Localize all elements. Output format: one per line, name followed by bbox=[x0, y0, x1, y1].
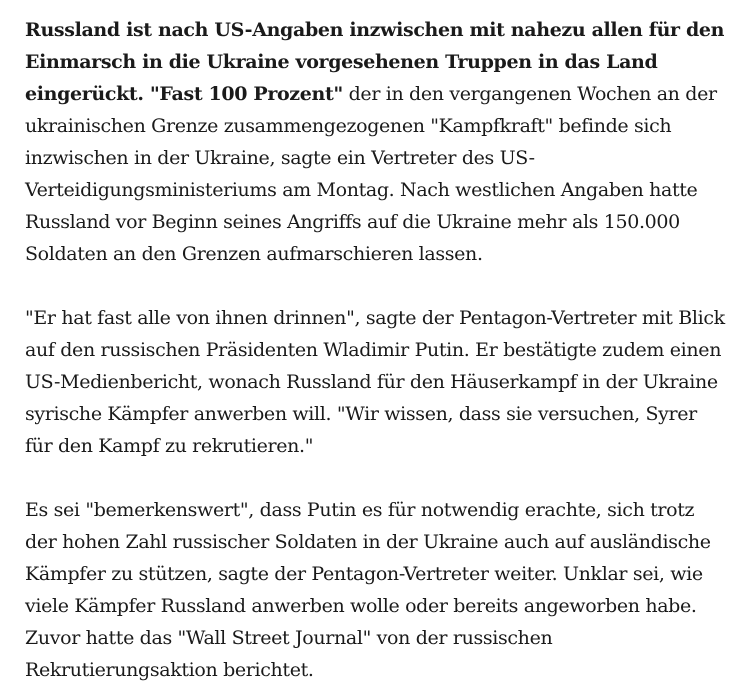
article-paragraph-2: "Er hat fast alle von ihnen drinnen", sagte der Pentagon-Vertreter mit Blick auf den russischen Präsidenten Wladimir Putin. Er bestätigte zudem einen US-Medienbericht, wonach Russland für den Häuserkampf in der Ukraine syrische Kämpfer anwerben will. "Wir wissen, dass sie versuchen, Syrer für den Kampf zu rekrutieren." bbox=[25, 307, 725, 457]
article-paragraph-3: Es sei "bemerkenswert", dass Putin es für notwendig erachte, sich trotz der hohen Zahl russischer Soldaten in der Ukraine auch auf ausländische Kämpfer zu stützen, sagte der Pentagon-Vertreter weiter. Unklar sei, wie viele Kämpfer Russland anwerben wolle oder bereits angeworben habe. Zuvor hatte das "Wall Street Journal" von der russischen Rekrutierungsaktion berichtet. bbox=[25, 499, 711, 681]
article-body bbox=[25, 14, 725, 686]
article-paragraph-1 bbox=[25, 14, 725, 270]
article-paragraph-1-text: der in den vergangenen Wochen an der ukrainischen Grenze zusammengezogenen "Kampfkraft" befinde sich inzwischen in der Ukraine, sagte ein Vertreter des US-Verteidigungsministeriums am Montag. Nach westlichen Angaben hatte Russland vor Beginn seines Angriffs auf die Ukraine mehr als 150.000 Soldaten an den Grenzen aufmarschieren lassen. bbox=[25, 83, 717, 265]
article-lead-bold: Russland ist nach US-Angaben inzwischen mit nahezu allen für den Einmarsch in die Ukraine vorgesehenen Truppen in das Land eingerückt. "Fast 100 Prozent" bbox=[25, 19, 725, 105]
